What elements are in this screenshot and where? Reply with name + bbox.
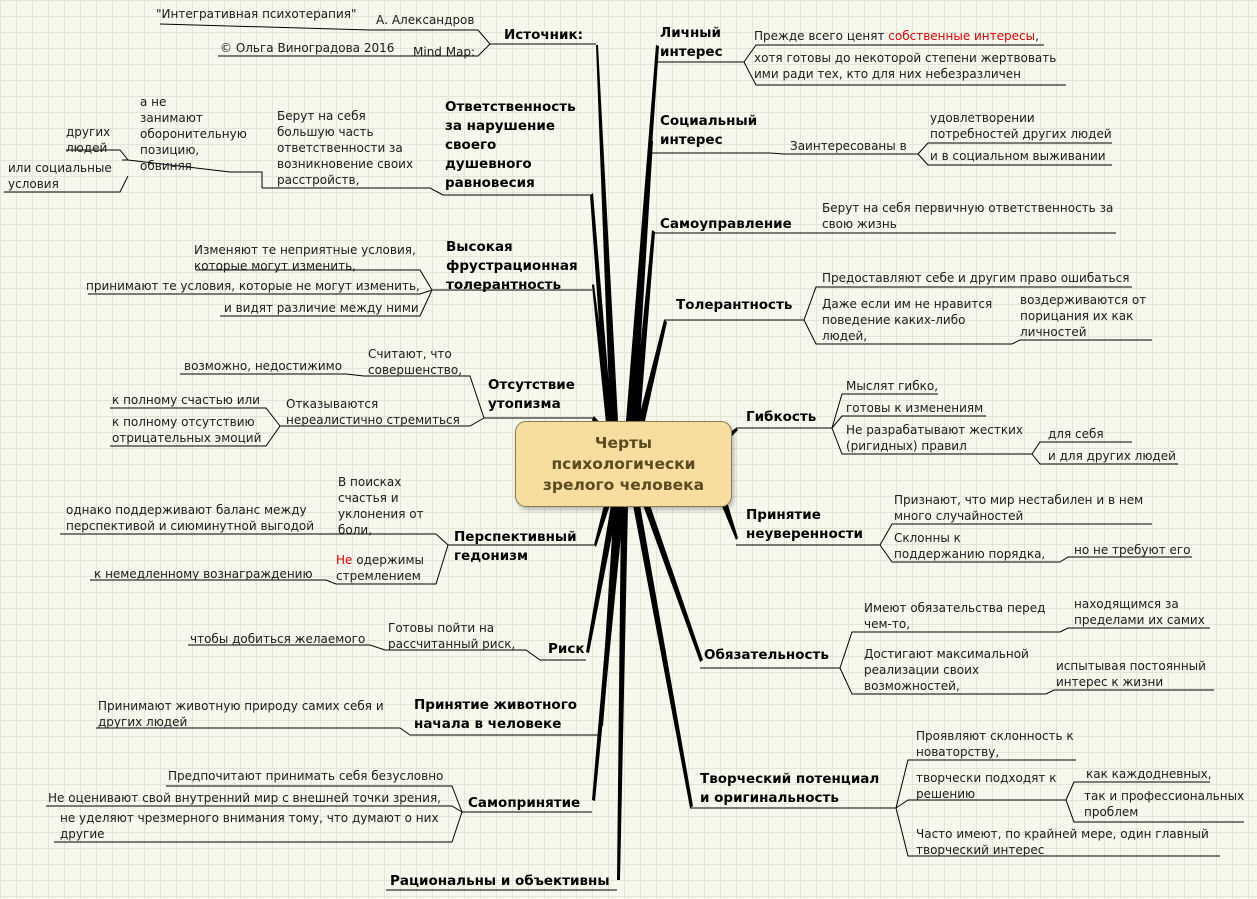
responsibility-main: Берут на себя большую часть ответственности за возникновение своих расстройств, bbox=[277, 109, 414, 187]
personal-b: хотя готовы до некоторой степени жертвовать ими ради тех, кто для них небезразличен bbox=[754, 51, 1057, 81]
social-a2: и в социальном выживании bbox=[930, 149, 1106, 163]
source-copyright: © Ольга Виноградова 2016 bbox=[220, 41, 395, 55]
topic-utopism[interactable]: Отсутствие утопизма bbox=[488, 377, 575, 412]
hedonism-a1: однако поддерживают баланс между перспективой и сиюминутной выгодой bbox=[66, 503, 315, 533]
hedonism-b-text: одержимы стремлением bbox=[336, 553, 424, 583]
responsibility-sub: а не занимают оборонительную позицию, обвиняя bbox=[140, 95, 247, 173]
topic-social[interactable]: Социальный интерес bbox=[660, 113, 758, 148]
topic-creativity[interactable]: Творческий потенциал и оригинальность bbox=[700, 771, 880, 806]
selfgov-a: Берут на себя первичную ответственность за свою жизнь bbox=[822, 201, 1114, 231]
frustration-item-3: и видят различие между ними bbox=[224, 301, 419, 315]
frustration-item-2: принимают те условия, которые не могут изменить, bbox=[86, 279, 420, 293]
creativity-b2: так и профессиональных проблем bbox=[1084, 789, 1245, 819]
uncertainty-b: Склонны к поддержанию порядка, bbox=[894, 531, 1046, 561]
commitment-a: Имеют обязательства перед чем-то, bbox=[864, 601, 1046, 631]
commitment-b: Достигают максимальной реализации своих возможностей, bbox=[864, 647, 1029, 693]
commitment-a1: находящимся за пределами их самих bbox=[1074, 597, 1205, 627]
source-book: "Интегративная психотерапия" bbox=[156, 7, 357, 21]
personal-a bbox=[754, 28, 1039, 44]
topic-hedonism[interactable]: Перспективный гедонизм bbox=[454, 529, 577, 564]
utopism-b: Отказываются нереалистично стремиться bbox=[286, 397, 460, 427]
topic-frustration[interactable]: Высокая фрустрационная толерантность bbox=[446, 239, 578, 293]
social-a1: удовлетворении потребностей других людей bbox=[930, 111, 1112, 141]
responsibility-sub1: других людей bbox=[66, 125, 111, 155]
source-author: А. Александров bbox=[376, 13, 475, 27]
topic-uncertainty[interactable]: Принятие неуверенности bbox=[746, 507, 864, 542]
utopism-b2: к полному отсутствию отрицательных эмоций bbox=[112, 415, 262, 445]
personal-a-text: Прежде всего ценят bbox=[754, 29, 889, 43]
commitment-b1: испытывая постоянный интерес к жизни bbox=[1056, 659, 1206, 689]
topic-flexibility[interactable]: Гибкость bbox=[746, 409, 817, 425]
responsibility-sub2: или социальные условия bbox=[8, 161, 112, 191]
source-mindmap: Mind Map: bbox=[413, 45, 476, 59]
topic-selfgov[interactable]: Самоуправление bbox=[660, 216, 792, 232]
creativity-b1: как каждодневных, bbox=[1086, 767, 1212, 781]
topic-source[interactable]: Источник: bbox=[504, 27, 584, 43]
personal-a-red: собственные интересы bbox=[888, 29, 1036, 43]
central-topic[interactable]: Черты психологически зрелого человека bbox=[515, 421, 732, 507]
topic-rational[interactable]: Рациональны и объективны bbox=[390, 873, 610, 889]
flex-b: готовы к изменениям bbox=[846, 401, 984, 415]
utopism-a1: возможно, недостижимо bbox=[184, 359, 343, 373]
topic-commitment[interactable]: Обязательность bbox=[704, 647, 829, 663]
hedonism-b bbox=[336, 552, 424, 584]
tolerance-b1: воздерживаются от порицания их как личностей bbox=[1020, 293, 1147, 339]
topic-selfaccept[interactable]: Самопринятие bbox=[468, 795, 581, 811]
uncertainty-a: Признают, что мир нестабилен и в нем много случайностей bbox=[894, 493, 1144, 523]
tolerance-b: Даже если им не нравится поведение каких-либо людей, bbox=[822, 297, 993, 343]
personal-a-end: , bbox=[1035, 29, 1039, 43]
selfaccept-b: Не оценивают свой внутренний мир с внешней точки зрения, bbox=[48, 791, 441, 805]
risk-a: Готовы пойти на рассчитанный риск, bbox=[388, 621, 516, 651]
tolerance-a: Предоставляют себе и другим право ошибаться bbox=[822, 271, 1130, 285]
utopism-a: Считают, что совершенство, bbox=[368, 347, 463, 377]
animal-a: Принимают животную природу самих себя и других людей bbox=[98, 699, 384, 729]
flex-c: Не разрабатывают жестких (ригидных) правил bbox=[846, 423, 1024, 453]
social-a: Заинтересованы в bbox=[790, 139, 907, 153]
creativity-a: Проявляют склонность к новаторству, bbox=[916, 729, 1074, 759]
flex-c1: для себя bbox=[1048, 427, 1104, 441]
creativity-b: творчески подходят к решению bbox=[916, 771, 1057, 801]
topic-tolerance[interactable]: Толерантность bbox=[676, 297, 793, 313]
topic-animal[interactable]: Принятие животного начала в человеке bbox=[414, 697, 578, 732]
flex-c2: и для других людей bbox=[1048, 449, 1176, 463]
hedonism-b-red: Не bbox=[336, 553, 353, 567]
selfaccept-c: не уделяют чрезмерного внимания тому, что думают о них другие bbox=[60, 811, 439, 841]
hedonism-b1: к немедленному вознаграждению bbox=[94, 567, 313, 581]
creativity-c: Часто имеют, по крайней мере, один главный творческий интерес bbox=[916, 827, 1209, 857]
utopism-b1: к полному счастью или bbox=[112, 393, 260, 407]
topic-personal[interactable]: Личный интерес bbox=[660, 25, 723, 60]
uncertainty-b1: но не требуют его bbox=[1074, 543, 1191, 557]
flex-a: Мыслят гибко, bbox=[846, 379, 939, 393]
topic-risk[interactable]: Риск bbox=[548, 641, 585, 657]
hedonism-a: В поисках счастья и уклонения от боли, bbox=[338, 475, 424, 537]
risk-a1: чтобы добиться желаемого bbox=[190, 632, 366, 646]
frustration-item-1: Изменяют те неприятные условия, которые могут изменить, bbox=[194, 243, 416, 273]
topic-responsibility[interactable]: Ответственность за нарушение своего душевного равновесия bbox=[445, 99, 576, 191]
selfaccept-a: Предпочитают принимать себя безусловно bbox=[168, 769, 444, 783]
